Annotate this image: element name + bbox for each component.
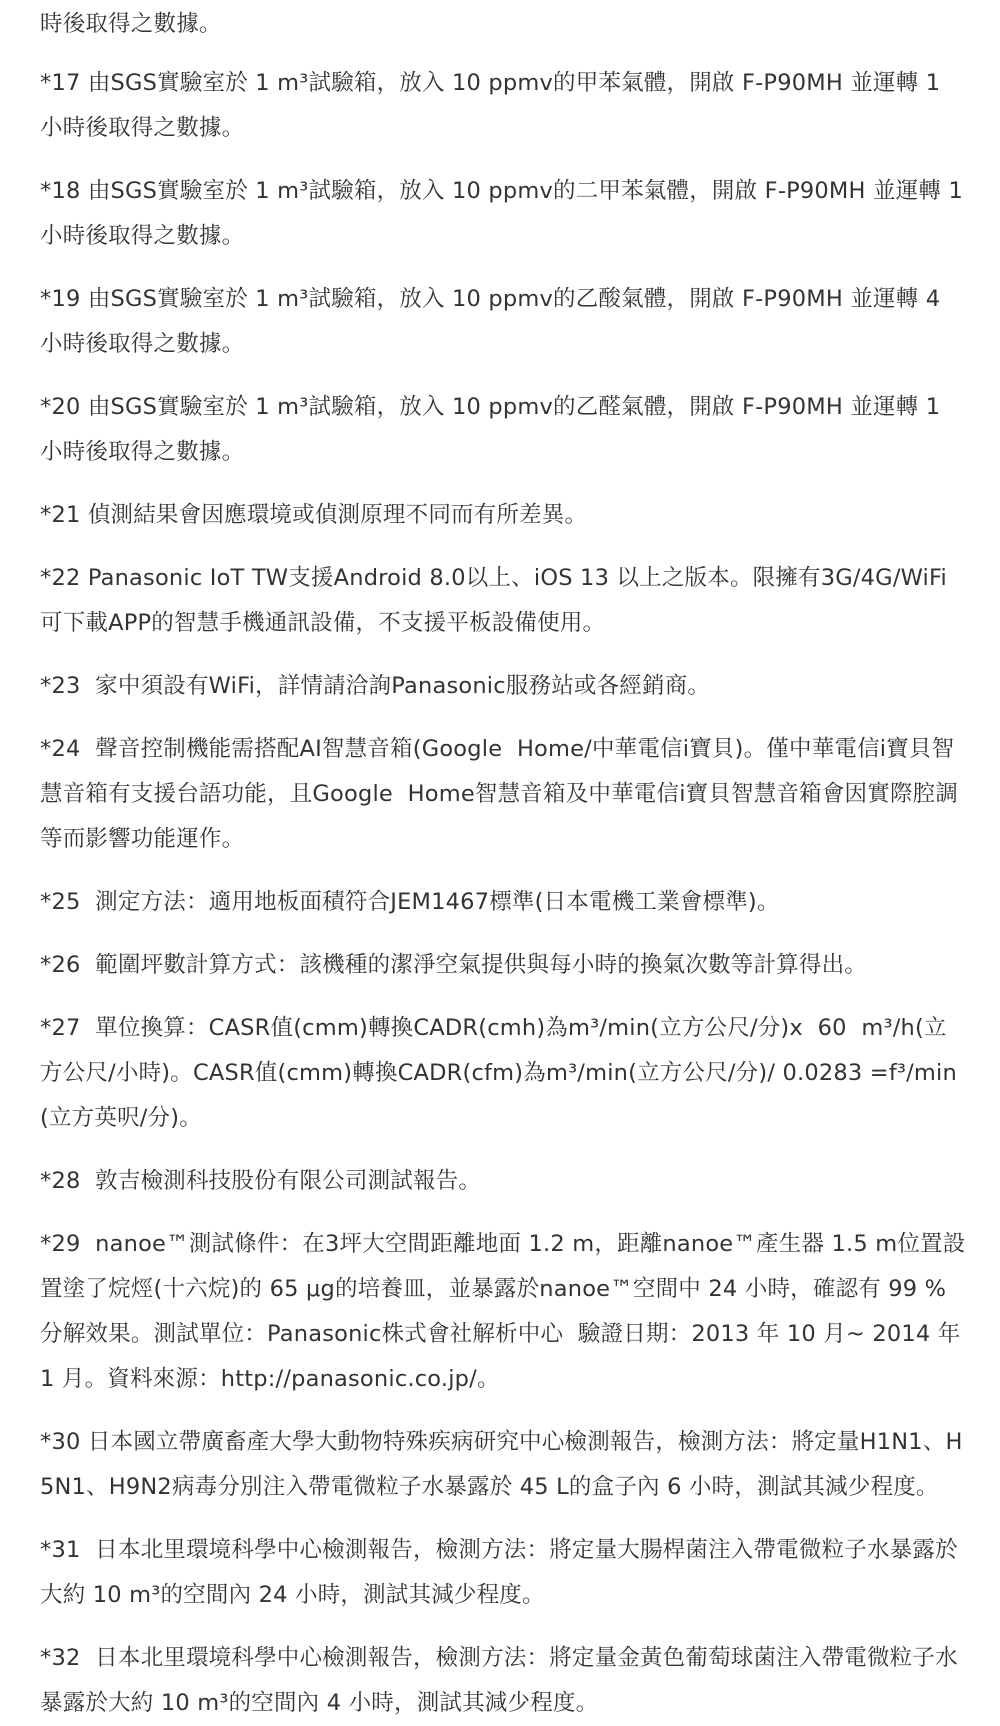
footnote-26: *26 範圍坪數計算方式：該機種的潔淨空氣提供與每小時的換氣次數等計算得出。: [40, 952, 867, 978]
footnote-20: *20 由SGS實驗室於 1 m³試驗箱，放入 10 ppmv的乙醛氣體，開啟 F-P90MH 並運轉 1 小時後取得之數據。: [40, 394, 948, 465]
footnote-32: *32 日本北里環境科學中心檢測報告，檢測方法：將定量金黃色葡萄球菌注入帶電微粒子水暴露於大約 10 m³的空間內 4 小時，測試其減少程度。: [40, 1645, 958, 1716]
footnote-18: *18 由SGS實驗室於 1 m³試驗箱，放入 10 ppmv的二甲苯氣體，開啟 F-P90MH 並運轉 1 小時後取得之數據。: [40, 178, 971, 249]
footnote-27: *27 單位換算：CASR值(cmm)轉換CADR(cmh)為m³/min(立方公尺/分)x 60 m³/h(立方公尺/小時)。CASR值(cmm)轉換CADR(cfm)為m³/min(立方公尺/分)/ 0.0283 =f³/min(立方英呎/分)。: [40, 1015, 957, 1131]
footnote-23: *23 家中須設有WiFi，詳情請洽詢Panasonic服務站或各經銷商。: [40, 673, 711, 699]
footnote-28: *28 敦吉檢測科技股份有限公司測試報告。: [40, 1168, 482, 1194]
footnote-30: *30 日本國立帶廣畜產大學大動物特殊疾病研究中心檢測報告，檢測方法：將定量H1N1、H5N1、H9N2病毒分別注入帶電微粒子水暴露於 45 L的盒子內 6 小時，測試其減少程度。: [40, 1429, 963, 1500]
footnote-16-continuation: 時後取得之數據。: [40, 11, 222, 37]
footnote-24: *24 聲音控制機能需搭配AI智慧音箱(Google Home/中華電信i寶貝)。僅中華電信i寶貝智慧音箱有支援台語功能，且Google Home智慧音箱及中華電信i寶貝智慧音箱會因實際腔調等而影響功能運作。: [40, 736, 959, 852]
footnote-29: *29 nanoe™測試條件：在3坪大空間距離地面 1.2 m，距離nanoe™產生器 1.5 m位置設置塗了烷烴(十六烷)的 65 μg的培養皿，並暴露於nanoe™空間中 24 小時，確認有 99 % 分解效果。測試單位：Panasonic株式會社解析中心 驗證日期：2013 年 10 月~ 2014 年 1 月。資料來源：http://panasonic.co.jp/。: [40, 1231, 968, 1392]
footnote-31: *31 日本北里環境科學中心檢測報告，檢測方法：將定量大腸桿菌注入帶電微粒子水暴露於大約 10 m³的空間內 24 小時，測試其減少程度。: [40, 1537, 958, 1608]
footnote-22: *22 Panasonic IoT TW支援Android 8.0以上、iOS 13 以上之版本。限擁有3G/4G/WiFi 可下載APP的智慧手機通訊設備，不支援平板設備使用。: [40, 565, 955, 636]
footnote-25: *25 測定方法：適用地板面積符合JEM1467標準(日本電機工業會標準)。: [40, 889, 780, 915]
footnote-17: *17 由SGS實驗室於 1 m³試驗箱，放入 10 ppmv的甲苯氣體，開啟 F-P90MH 並運轉 1 小時後取得之數據。: [40, 70, 948, 141]
footnote-21: *21 偵測結果會因應環境或偵測原理不同而有所差異。: [40, 502, 588, 528]
footnote-19: *19 由SGS實驗室於 1 m³試驗箱，放入 10 ppmv的乙酸氣體，開啟 F-P90MH 並運轉 4 小時後取得之數據。: [40, 286, 948, 357]
